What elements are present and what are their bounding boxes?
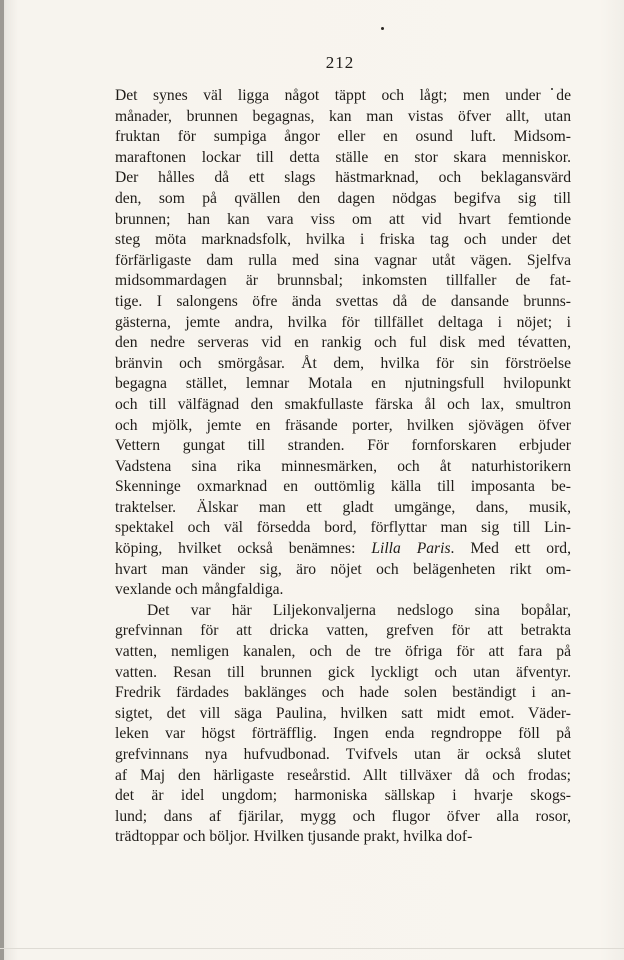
text-line: grefvinnans nya hufvudbonad. Tvifvels utan är också slutet xyxy=(115,746,571,763)
text-line: Det var här Liljekonvaljerna nedslogo sina bopålar, xyxy=(147,601,571,619)
body-text xyxy=(115,86,571,848)
text-line: lund; dans af fjärilar, mygg och flugor öfver alla rosor, xyxy=(115,807,571,825)
text-line: köping, hvilket också benämnes: Lilla Paris. Med ett ord, xyxy=(115,540,571,558)
text-line: förfärligaste dam rulla med sina vagnar utåt vägen. Sjelfva xyxy=(115,251,571,269)
text-line: af Maj den härligaste reseårstid. Allt tillväxer då och frodas; xyxy=(115,766,571,784)
text-line: fruktan för sumpiga ångor eller en osund luft. Midsom- xyxy=(115,128,571,146)
page-number: 212 xyxy=(325,53,355,72)
text-line: tige. I salongens öfre ända svettas då de dansande brunns- xyxy=(115,292,571,310)
text-line: midsommardagen är brunnsbal; inkomsten tillfaller de fat- xyxy=(115,272,571,290)
text-line: Der hålles då ett slags hästmarknad, och beklagansvärd xyxy=(115,169,571,187)
paragraph xyxy=(115,86,571,601)
text-line: hvart man vänder sig, äro nöjet och belägenheten rikt om- xyxy=(115,560,571,578)
text-line: steg möta marknadsfolk, hvilka i friska tag och under det xyxy=(115,231,571,249)
text-line: maraftonen lockar till detta ställe en stor skara menniskor. xyxy=(115,148,571,166)
page-binding-edge xyxy=(0,0,4,960)
text-line: gästerna, jemte andra, hvilka för tillfället deltaga i nöjet; i xyxy=(115,313,571,331)
text-line: och till välfägnad den smakfullaste färska ål och lax, smultron xyxy=(115,395,571,413)
text-line: och mjölk, jemte en fräsande porter, hvilken sjövägen öfver xyxy=(115,416,571,434)
text-line: spektakel och väl försedda bord, förflyttar man sig till Lin- xyxy=(115,519,571,537)
text-line: traktelser. Älskar man ett gladt umgänge, dans, musik, xyxy=(115,498,571,516)
text-line: den, som på qvällen den dagen nödgas begifva sig till xyxy=(115,189,571,207)
page-bottom-edge xyxy=(0,948,624,949)
text-line: Vettern gungat till stranden. För fornforskaren erbjuder xyxy=(115,437,571,455)
text-line: Skenninge oxmarknad en outtömlig källa till imposanta be- xyxy=(115,478,571,496)
text-line: vatten, nemligen kanalen, och de tre öfriga för att fara på xyxy=(115,643,571,661)
ink-speck xyxy=(381,27,384,30)
text-line: brunnen; han kan vara viss om att vid hvart femtionde xyxy=(115,210,571,228)
text-line: leken var högst förträfflig. Ingen enda regndroppe föll på xyxy=(115,725,571,743)
text-line: Det synes väl ligga något täppt och lågt; men under de xyxy=(115,87,571,104)
italic-phrase: Lilla Paris xyxy=(371,540,451,558)
text-line: trädtoppar och böljor. Hvilken tjusande prakt, hvilka dof- xyxy=(115,828,473,846)
text-line: sigtet, det vill säga Paulina, hvilken satt midt emot. Väder- xyxy=(115,704,571,722)
text-line: bränvin och smörgåsar. Åt dem, hvilka för sin förströelse xyxy=(115,354,571,372)
text-line: vatten. Resan till brunnen gick lyckligt och utan äfventyr. xyxy=(115,663,571,681)
text-line: vexlande och mångfaldiga. xyxy=(115,581,284,599)
text-line: månader, brunnen begagnas, kan man vistas öfver allt, utan xyxy=(115,107,571,125)
text-line: Vadstena sina rika minnesmärken, och åt naturhistorikern xyxy=(115,457,571,475)
paragraph xyxy=(115,601,571,848)
text-line: den nedre serveras vid en rankig och ful disk med tévatten, xyxy=(115,334,571,352)
text-line: grefvinnan för att dricka vatten, grefven för att betrakta xyxy=(115,622,571,640)
text-line: begagna stället, lemnar Motala en njutningsfull hvilopunkt xyxy=(115,375,571,393)
text-line: det är idel ungdom; harmoniska sällskap i hvarje skogs- xyxy=(115,787,571,805)
text-line: Fredrik färdades baklänges och hade solen beständigt i an- xyxy=(115,684,571,702)
